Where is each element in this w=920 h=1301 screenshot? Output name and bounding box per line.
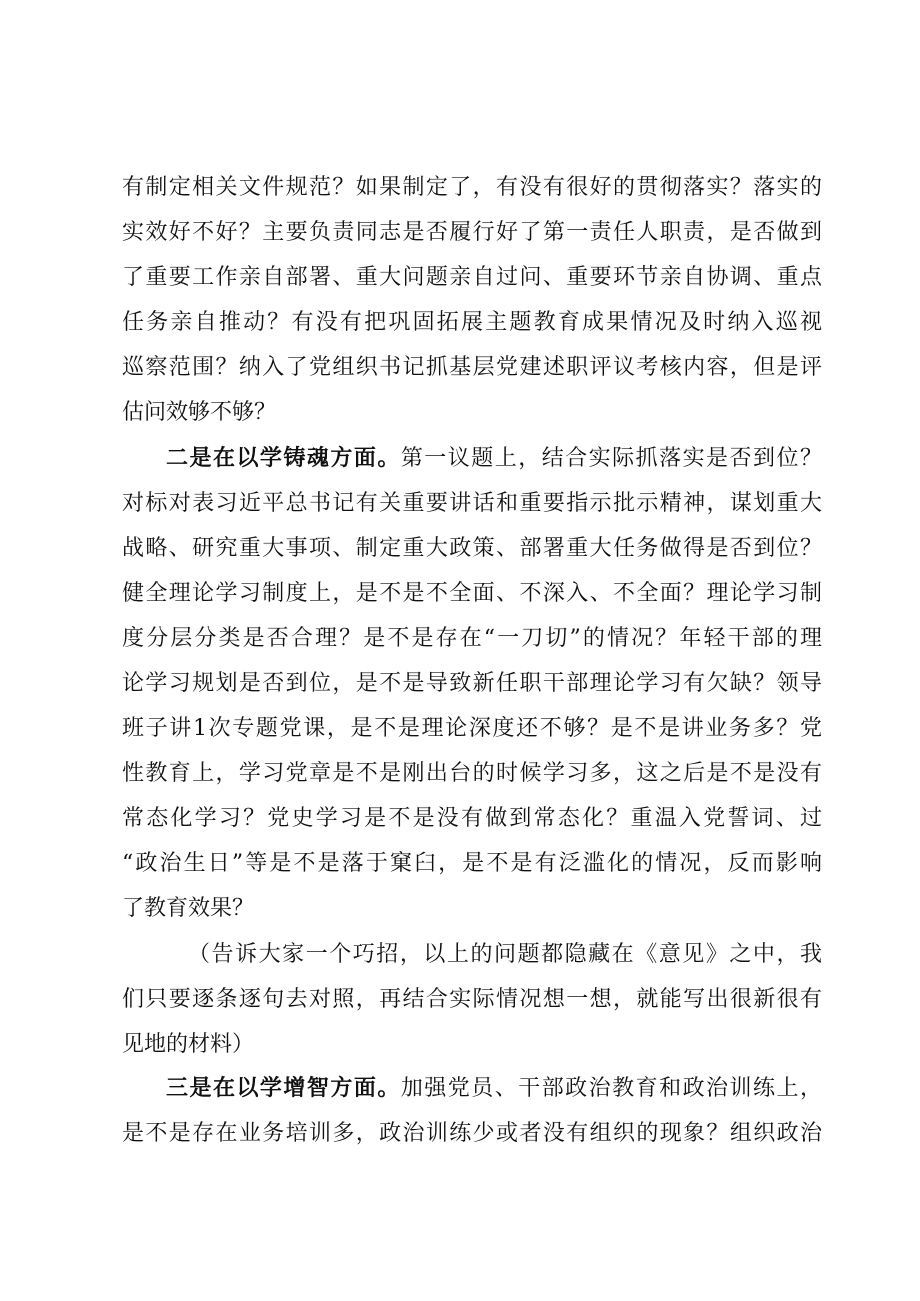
paragraph-2-line: 性教育上，学习党章是不是刚出台的时候学习多，这之后是不是没有 xyxy=(122,761,822,786)
paragraph-1-line: 巡察范围？纳入了党组织书记抓基层党建述职评议考核内容，但是评 xyxy=(122,355,822,380)
paragraph-1-line: 实效好不好？主要负责同志是否履行好了第一责任人职责，是否做到 xyxy=(122,220,822,245)
paragraph-2-line: 了教育效果？ xyxy=(122,896,255,921)
paragraph-2-line: 对标对表习近平总书记有关重要讲话和重要指示批示精神，谋划重大 xyxy=(122,491,822,516)
paragraph-2-first-line-text: 第一议题上，结合实际抓落实是否到位？ xyxy=(400,446,822,471)
paragraph-4-first-line xyxy=(122,1066,822,1111)
paragraph-1-line: 了重要工作亲自部署、重大问题亲自过问、重要环节亲自协调、重点 xyxy=(122,265,822,290)
paragraph-2 xyxy=(122,436,822,931)
section-heading-3: 三是在以学增智方面。 xyxy=(166,1075,401,1101)
paragraph-4-first-line-text: 加强党员、干部政治教育和政治训练上， xyxy=(400,1076,822,1101)
paragraph-4-line: 是不是存在业务培训多，政治训练少或者没有组织的现象？组织政治 xyxy=(122,1121,822,1146)
paragraph-3-note xyxy=(122,932,822,1067)
paragraph-2-line: 战略、研究重大事项、制定重大政策、部署重大任务做得是否到位？ xyxy=(122,536,822,561)
paragraph-3-line: 们只要逐条逐句去对照，再结合实际情况想一想，就能写出很新很有 xyxy=(122,987,822,1012)
paragraph-1-line: 估问效够不够？ xyxy=(122,400,277,425)
paragraph-3-first-line: （告诉大家一个巧招，以上的问题都隐藏在《意见》之中，我 xyxy=(188,942,822,967)
paragraph-2-line: 常态化学习？党史学习是不是没有做到常态化？重温入党誓词、过 xyxy=(122,806,822,831)
paragraph-1-line: 任务亲自推动？有没有把巩固拓展主题教育成果情况及时纳入巡视 xyxy=(122,310,822,335)
paragraph-3-line: 见地的材料） xyxy=(122,1032,255,1057)
paragraph-1-line: 有制定相关文件规范？如果制定了，有没有很好的贯彻落实？落实的 xyxy=(122,175,822,200)
paragraph-2-line: 度分层分类是否合理？是不是存在“一刀切”的情况？年轻干部的理 xyxy=(122,626,822,651)
paragraph-4 xyxy=(122,1066,822,1156)
paragraph-2-line: 班子讲1次专题党课，是不是理论深度还不够？是不是讲业务多？党 xyxy=(122,716,822,741)
paragraph-2-line: 健全理论学习制度上，是不是不全面、不深入、不全面？理论学习制 xyxy=(122,581,822,606)
paragraph-2-first-line xyxy=(122,436,822,481)
paragraph-2-line: “政治生日”等是不是落于窠臼，是不是有泛滥化的情况，反而影响 xyxy=(122,851,822,876)
section-heading-2: 二是在以学铸魂方面。 xyxy=(166,445,401,471)
paragraph-1 xyxy=(122,165,822,435)
paragraph-2-line: 论学习规划是否到位，是不是导致新任职干部理论学习有欠缺？领导 xyxy=(122,671,822,696)
